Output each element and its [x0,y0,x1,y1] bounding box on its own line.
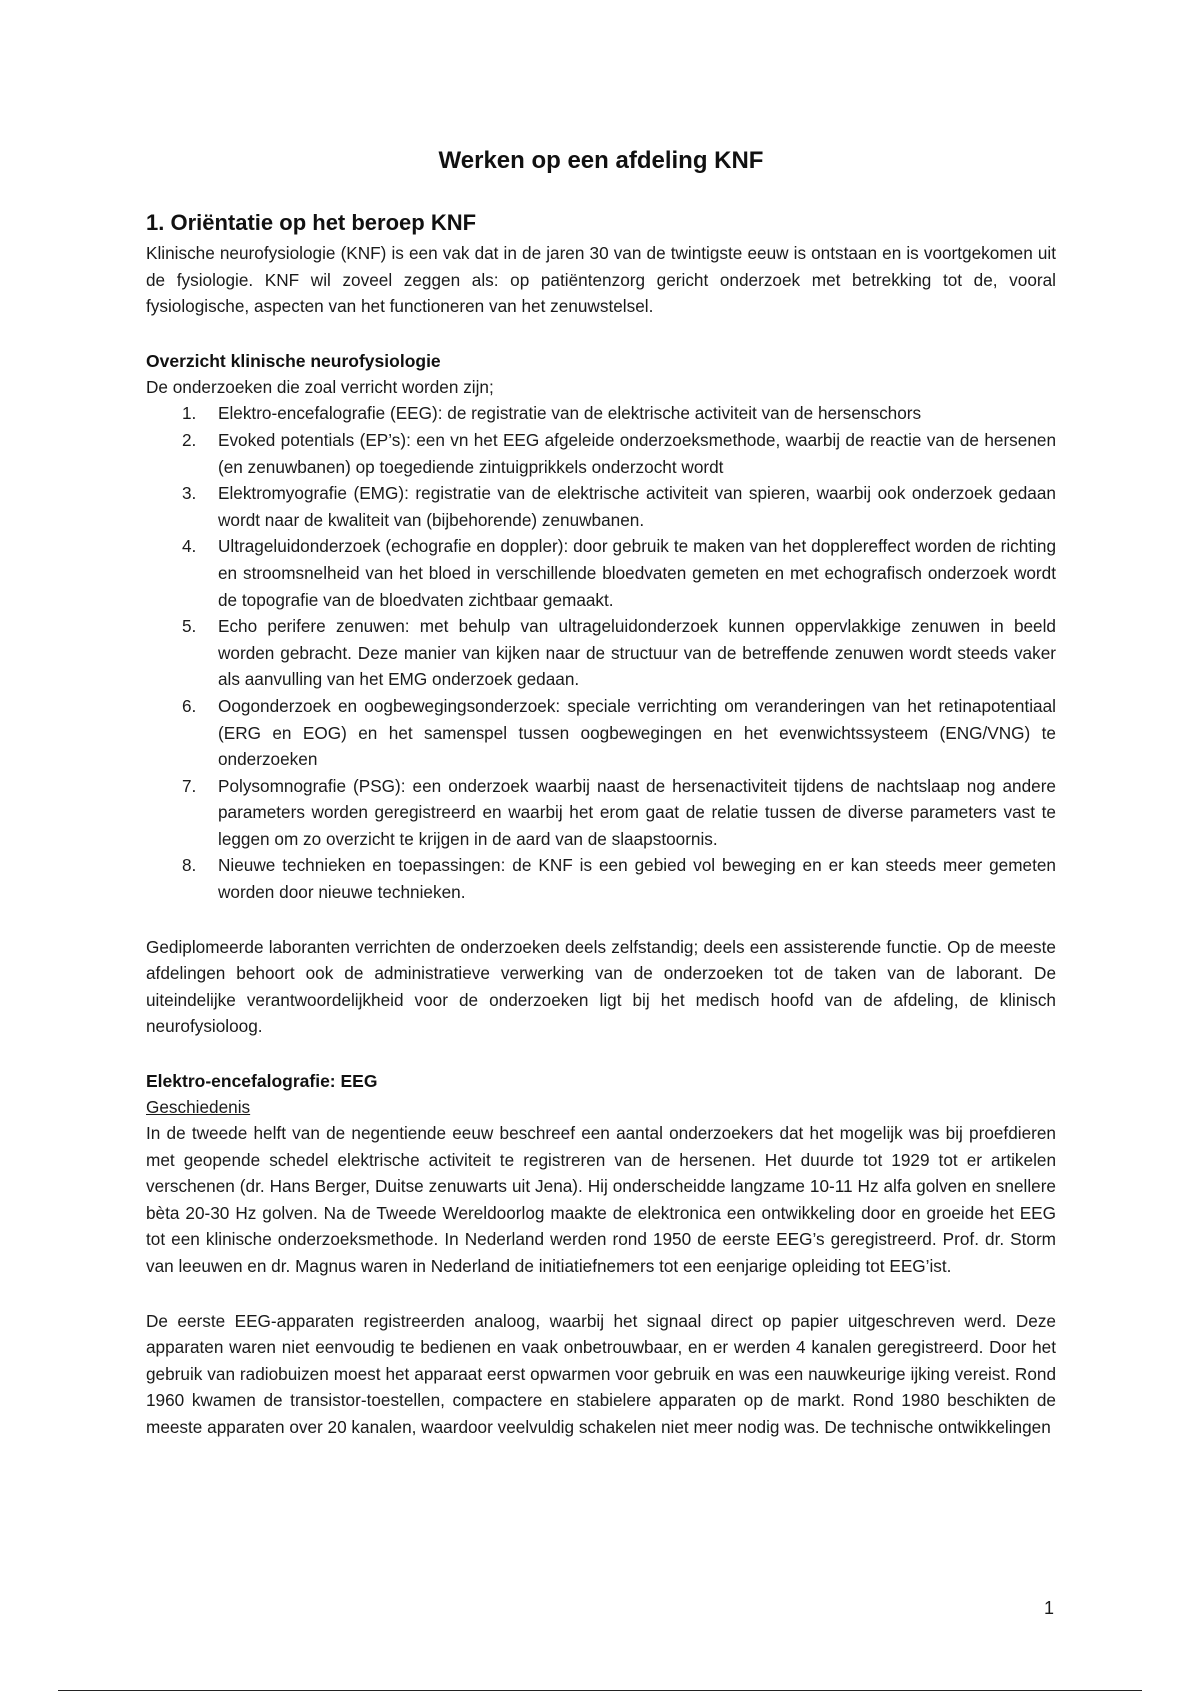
list-item-text: Echo perifere zenuwen: met behulp van ultrageluidonderzoek kunnen oppervlakkige zenuwen in beeld worden gebracht. Deze manier van kijken naar de structuur van de betreffende zenuwen wordt steeds vaker als aanvulling van het EMG onderzoek gedaan. [218,616,1056,690]
page-number: 1 [1043,1598,1054,1618]
list-item-text: Nieuwe technieken en toepassingen: de KNF is een gebied vol beweging en er kan steeds meer gemeten worden door nieuwe technieken. [218,855,1056,903]
list-item-number: 1. [182,403,197,424]
list-item-number: 8. [182,855,197,876]
list-item-number: 5. [182,616,197,637]
list-item [146,400,1056,427]
list-item [146,613,1056,693]
overview-heading: Overzicht klinische neurofysiologie [146,350,441,371]
list-item [146,533,1056,613]
list-item [146,852,1056,905]
list-item-number: 6. [182,695,197,716]
list-item-number: 7. [182,775,197,796]
overview-lead: De onderzoeken die zoal verricht worden zijn; [146,376,494,397]
history-paragraph: In de tweede helft van de negentiende eeuw beschreef een aantal onderzoekers dat het mogelijk was bij proefdieren met geopende schedel elektrische activiteit te registreren van de hersenen. Het duurde tot 1929 tot er artikelen verschenen (dr. Hans Berger, Duitse zenuwarts uit Jena). Hij onderscheidde langzame 10-11 Hz alfa golven en snellere bèta 20-30 Hz golven. Na de Tweede Wereldoorlog maakte de elektronica een ontwikkeling door en groeide het EEG tot een klinische onderzoeksmethode. In Nederland werden rond 1950 de eerste EEG’s geregistreerd. Prof. dr. Storm van leeuwen en dr. Magnus waren in Nederland de initiatiefnemers tot een eenjarige opleiding tot EEG’ist. [146,1123,1056,1276]
list-item [146,427,1056,480]
page-content [146,146,1056,1441]
section-heading-orientatie: 1. Oriëntatie op het beroep KNF [146,210,477,235]
history-subheading: Geschiedenis [146,1097,251,1118]
document-title: Werken op een afdeling KNF [438,147,764,174]
list-item-number: 2. [182,429,197,450]
devices-paragraph: De eerste EEG-apparaten registreerden analoog, waarbij het signaal direct op papier uitgeschreven werd. Deze apparaten waren niet eenvoudig te bedienen en vaak onbetrouwbaar, en er werden 4 kanalen geregistreerd. Door het gebruik van radiobuizen moest het apparaat eerst opwarmen voor gebruik en was een nauwkeurige ijking vereist. Rond 1960 kwamen de transistor-toestellen, compactere en stabielere apparaten op de markt. Rond 1980 beschikten de meeste apparaten over 20 kanalen, waardoor veelvuldig schakelen niet meer nodig was. De technische ontwikkelingen [146,1310,1056,1437]
list-item-text: Elektro-encefalografie (EEG): de registratie van de elektrische activiteit van de hersenschors [218,403,922,424]
list-item [146,773,1056,853]
list-item [146,480,1056,533]
list-item [146,693,1056,773]
examinations-list [146,400,1056,905]
intro-paragraph: Klinische neurofysiologie (KNF) is een vak dat in de jaren 30 van de twintigste eeuw is ontstaan en is voortgekomen uit de fysiologie. KNF wil zoveel zeggen als: op patiëntenzorg gericht onderzoek met betrekking tot de, vooral fysiologische, aspecten van het functioneren van het zenuwstelsel. [146,243,1056,317]
list-item-number: 4. [182,536,197,557]
list-item-text: Oogonderzoek en oogbewegingsonderzoek: speciale verrichting om veranderingen van het retinapotentiaal (ERG en EOG) en het samenspel tussen oogbewegingen en het evenwichtssysteem (ENG/VNG) te onderzoeken [218,695,1056,770]
list-item-text: Polysomnografie (PSG): een onderzoek waarbij naast de hersenactiviteit tijdens de nachtslaap nog andere parameters worden geregistreerd en waarbij het erom gaat de relatie tussen de diverse parameters vast te leggen om zo overzicht te krijgen in de aard van de slaapstoornis. [218,775,1056,849]
eeg-heading: Elektro-encefalografie: EEG [146,1071,378,1092]
list-item-text: Elektromyografie (EMG): registratie van de elektrische activiteit van spieren, waarbij ook onderzoek gedaan wordt naar de kwaliteit van (bijbehorende) zenuwbanen. [218,483,1056,530]
list-item-number: 3. [182,483,197,504]
list-item-text: Ultrageluidonderzoek (echografie en doppler): door gebruik te maken van het dopplereffect worden de richting en stroomsnelheid van het bloed in verschillende bloedvaten gemeten en met echografisch onderzoek wordt de topografie van de bloedvaten zichtbaar gemaakt. [218,536,1056,610]
laboranten-paragraph: Gediplomeerde laboranten verrichten de onderzoeken deels zelfstandig; deels een assisterende functie. Op de meeste afdelingen behoort ook de administratieve verwerking van de onderzoeken tot de taken van de laborant. De uiteindelijke verantwoordelijkheid voor de onderzoeken ligt bij het medisch hoofd van de afdeling, de klinisch neurofysioloog. [146,936,1056,1037]
list-item-text: Evoked potentials (EP’s): een vn het EEG afgeleide onderzoeksmethode, waarbij de reactie van de hersenen (en zenuwbanen) op toegediende zintuigprikkels onderzocht wordt [218,429,1056,477]
footer-divider [58,1690,1142,1691]
